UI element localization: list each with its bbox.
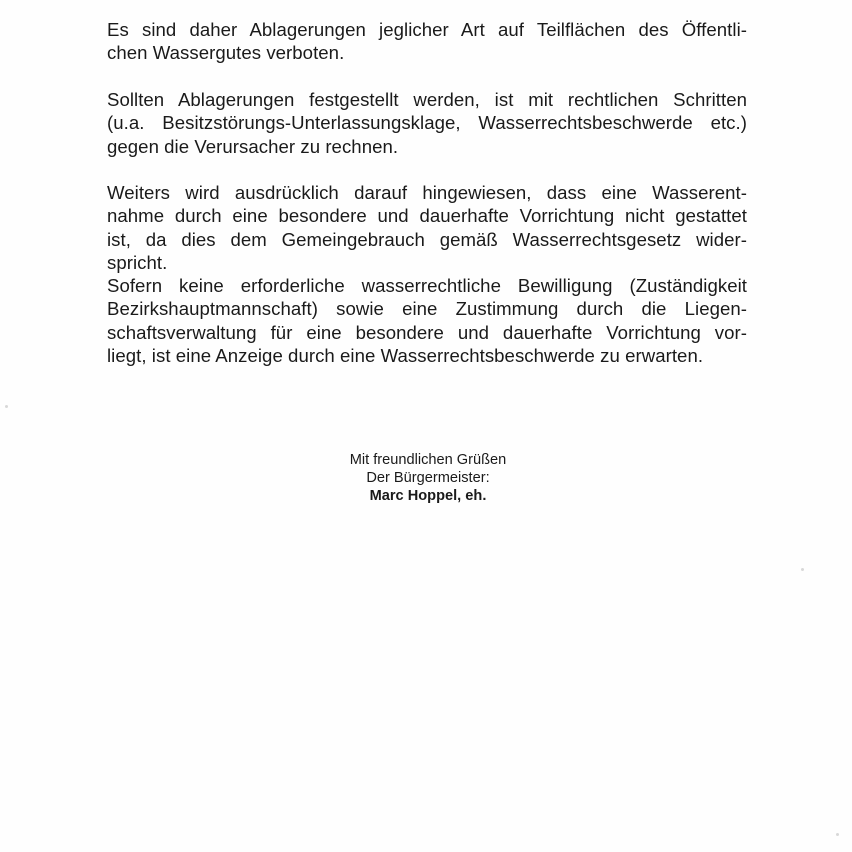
text-line: liegt, ist eine Anzeige durch eine Wasserrechtsbeschwerde zu erwarten.: [107, 345, 704, 367]
text-line: Sofern keine erforderliche wasserrechtliche Bewilligung (Zuständigkeit: [107, 275, 747, 297]
scan-speck: [801, 568, 804, 571]
paragraph-water-extraction: [107, 181, 747, 367]
signer-name: Marc Hoppel, eh.: [369, 488, 487, 504]
signature-block: [260, 451, 596, 505]
text-line: Bezirkshauptmannschaft) sowie eine Zustimmung durch die Liegen-: [107, 298, 747, 320]
text-line: gegen die Verursacher zu rechnen.: [107, 135, 399, 157]
text-line: chen Wassergutes verboten.: [107, 42, 345, 64]
text-line: schaftsverwaltung für eine besondere und dauerhafte Vorrichtung vor-: [107, 321, 747, 343]
text-line: Sollten Ablagerungen festgestellt werden, ist mit rechtlichen Schritten: [107, 89, 747, 110]
paragraph-legal-steps: [107, 88, 747, 158]
text-line: (u.a. Besitzstörungs-Unterlassungsklage, Wasserrechtsbeschwerde etc.): [107, 112, 747, 134]
scan-speck: [5, 405, 8, 408]
text-line: Weiters wird ausdrücklich darauf hingewiesen, dass eine Wasserent-: [107, 182, 747, 203]
scan-speck: [836, 833, 839, 836]
text-line: nahme durch eine besondere und dauerhafte Vorrichtung nicht gestattet: [107, 205, 747, 227]
text-line: Es sind daher Ablagerungen jeglicher Art auf Teilflächen des Öffentli-: [107, 19, 747, 40]
text-line: ist, da dies dem Gemeingebrauch gemäß Wasserrechtsgesetz wider-: [107, 228, 747, 250]
closing-greeting: Mit freundlichen Grüßen: [349, 452, 507, 468]
signer-role: Der Bürgermeister:: [366, 470, 490, 486]
text-line: spricht.: [107, 251, 168, 273]
paragraph-deposit-ban: [107, 18, 747, 65]
